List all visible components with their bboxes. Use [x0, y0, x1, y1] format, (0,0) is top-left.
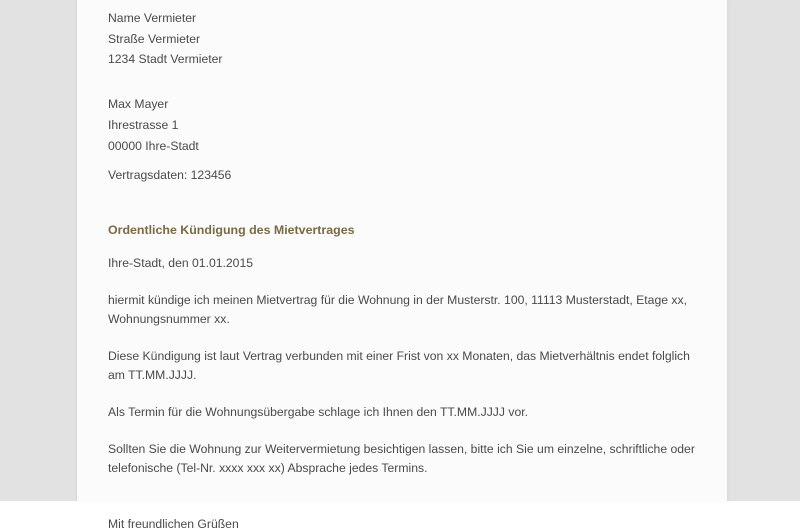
document-heading: Ordentliche Kündigung des Mietvertrages — [108, 222, 355, 237]
page-right-margin — [727, 0, 800, 501]
contract-reference: Vertragsdaten: 123456 — [108, 168, 232, 183]
spacer — [108, 279, 698, 291]
document-page — [77, 0, 728, 531]
letter-paragraph: hiermit kündige ich meinen Mietvertrag für die Wohnung in der Musterstr. 100, 11113 Musterstadt, Etage xx, Wohnungsnummer xx. — [108, 293, 687, 327]
recipient-address-block — [108, 98, 698, 160]
spacer — [108, 335, 698, 347]
spacer — [108, 428, 698, 440]
recipient-address-line: 00000 Ihre-Stadt — [108, 138, 199, 153]
spacer — [108, 74, 698, 98]
sender-address-line: Name Vermieter — [108, 11, 197, 25]
page-right-edge — [727, 0, 728, 501]
spacer — [108, 245, 698, 254]
sender-address-block — [108, 12, 698, 74]
recipient-address-line: Max Mayer — [108, 97, 169, 112]
letter-body — [108, 0, 708, 531]
page-left-edge — [76, 0, 77, 501]
letter-paragraph: Als Termin für die Wohnungsübergabe schlage ich Ihnen den TT.MM.JJJJ vor. — [108, 404, 529, 419]
place-and-date: Ihre-Stadt, den 01.01.2015 — [108, 256, 254, 271]
page-left-margin — [0, 0, 77, 501]
letter-paragraph: Diese Kündigung ist laut Vertrag verbunden mit einer Frist von xx Monaten, das Mietverhältnis endet folglich am TT.MM.JJJJ. — [108, 349, 690, 382]
recipient-address-line: Ihrestrasse 1 — [108, 117, 179, 132]
spacer — [108, 190, 698, 224]
letter-paragraph: Sollten Sie die Wohnung zur Weitervermietung besichtigen lassen, bitte ich Sie um einzelne, schriftliche oder telefonische (Tel-Nr. xxxx xxx xx) Absprache jedes Termins. — [108, 441, 695, 475]
sender-address-line: Straße Vermieter — [108, 31, 201, 46]
spacer — [108, 391, 698, 403]
sender-address-line: 1234 Stadt Vermieter — [108, 52, 223, 67]
letter-closing: Mit freundlichen Grüßen — [108, 516, 239, 531]
